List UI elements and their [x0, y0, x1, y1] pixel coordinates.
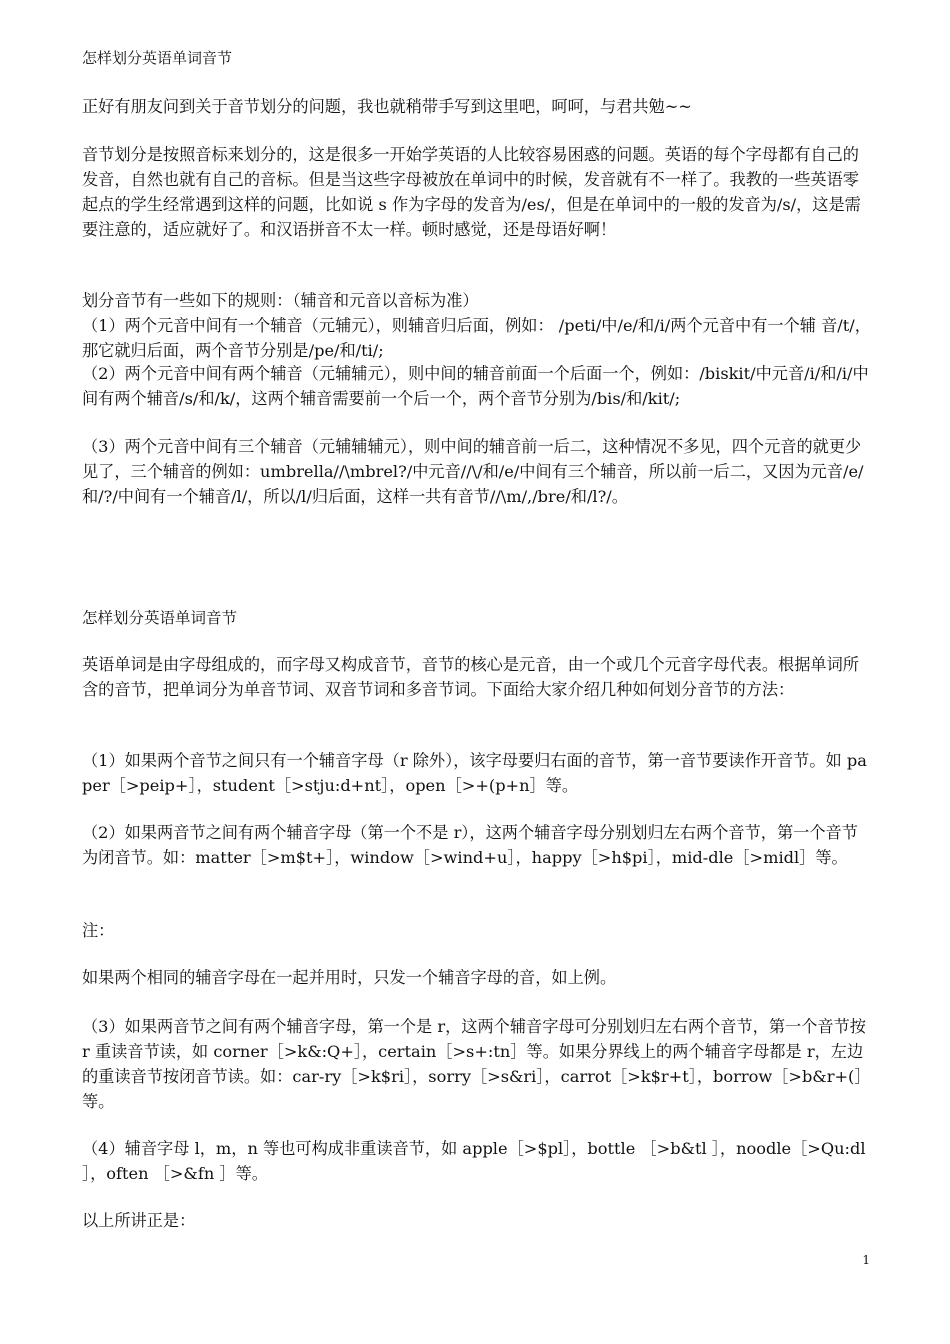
- rule-3: （3）两个元音中间有三个辅音（元辅辅辅元），则中间的辅音前一后二，这种情况不多见，四个元音的就更少见了，三个辅音的例如：umbrella//\mbrel?/中元音//\/和/e/中间有三个辅音，所以前一后二，又因为元音/e/和/?/中间有一个辅音/l/，所以/l/归后面，这样一共有音节//\m/,/bre/和/l?/。: [82, 437, 864, 506]
- section-title: 怎样划分英语单词音节: [82, 609, 238, 627]
- note-label: 注：: [82, 921, 115, 940]
- page-number: 1: [862, 1253, 870, 1267]
- closing-line: 以上所讲正是：: [82, 1211, 196, 1230]
- note-text: 如果两个相同的辅音字母在一起并用时，只发一个辅音字母的音，如上例。: [82, 968, 617, 987]
- words-intro-paragraph: 英语单词是由字母组成的，而字母又构成音节，音节的核心是元音，由一个或几个元音字母代表。根据单词所含的音节，把单词分为单音节词、双音节词和多音节词。下面给大家介绍几种如何划分音节的方法：: [82, 655, 859, 699]
- method-1: （1）如果两个音节之间只有一个辅音字母（r 除外），该字母要归右面的音节，第一音节要读作开音节。如 paper［>peip+］，student［>stju:d+nt］，open［>+(p+n］等。: [82, 751, 867, 795]
- rule-1: （1）两个元音中间有一个辅音（元辅元），则辅音归后面，例如： /peti/中/e/和/i/两个元音中有一个辅 音/t/，那它就归后面，两个音节分别是/pe/和/ti/;: [82, 316, 871, 360]
- intro-paragraph: 正好有朋友问到关于音节划分的问题，我也就稍带手写到这里吧，呵呵，与君共勉~~: [82, 97, 692, 116]
- page-header: 怎样划分英语单词音节: [82, 49, 233, 67]
- syllable-explanation-paragraph: 音节划分是按照音标来划分的，这是很多一开始学英语的人比较容易困惑的问题。英语的每个字母都有自己的发音，自然也就有自己的音标。但是当这些字母被放在单词中的时候，发音就有不一样了。我教的一些英语零起点的学生经常遇到这样的问题，比如说 s 作为字母的发音为/es/，但是在单词中的一般的发音为/s/，这是需要注意的，适应就好了。和汉语拼音不太一样。顿时感觉，还是母语好啊！: [82, 145, 861, 239]
- method-3: （3）如果两音节之间有两个辅音字母，第一个是 r，这两个辅音字母可分别划归左右两个音节，第一个音节按 r 重读音节读，如 corner［>k&:Q+］，certain［>s+:tn］等。如果分界线上的两个辅音字母都是 r，左边的重读音节按闭音节读。如：car-ry［>k$ri］，sorry［>s&ri］，carrot［>k$r+t］，borrow［>b&r+(］等。: [82, 1017, 871, 1111]
- rule-2: （2）两个元音中间有两个辅音（元辅辅元），则中间的辅音前面一个后面一个，例如：/biskit/中元音/i/和/i/中间有两个辅音/s/和/k/，这两个辅音需要前一个后一个，两个音节分别为/bis/和/kit/;: [82, 364, 869, 408]
- rules-intro: 划分音节有一些如下的规则：（辅音和元音以音标为准）: [82, 291, 479, 310]
- method-2: （2）如果两音节之间有两个辅音字母（第一个不是 r），这两个辅音字母分别划归左右两个音节，第一个音节为闭音节。如：matter［>m$t+］，window［>wind+u］，happy［>h$pi］，mid-dle［>midl］等。: [82, 823, 858, 867]
- method-4: （4）辅音字母 l，m，n 等也可构成非重读音节，如 apple［>$pl］，bottle ［>b&tl ］，noodle［>Qu:dl ］，often ［>&fn ］等。: [82, 1139, 866, 1183]
